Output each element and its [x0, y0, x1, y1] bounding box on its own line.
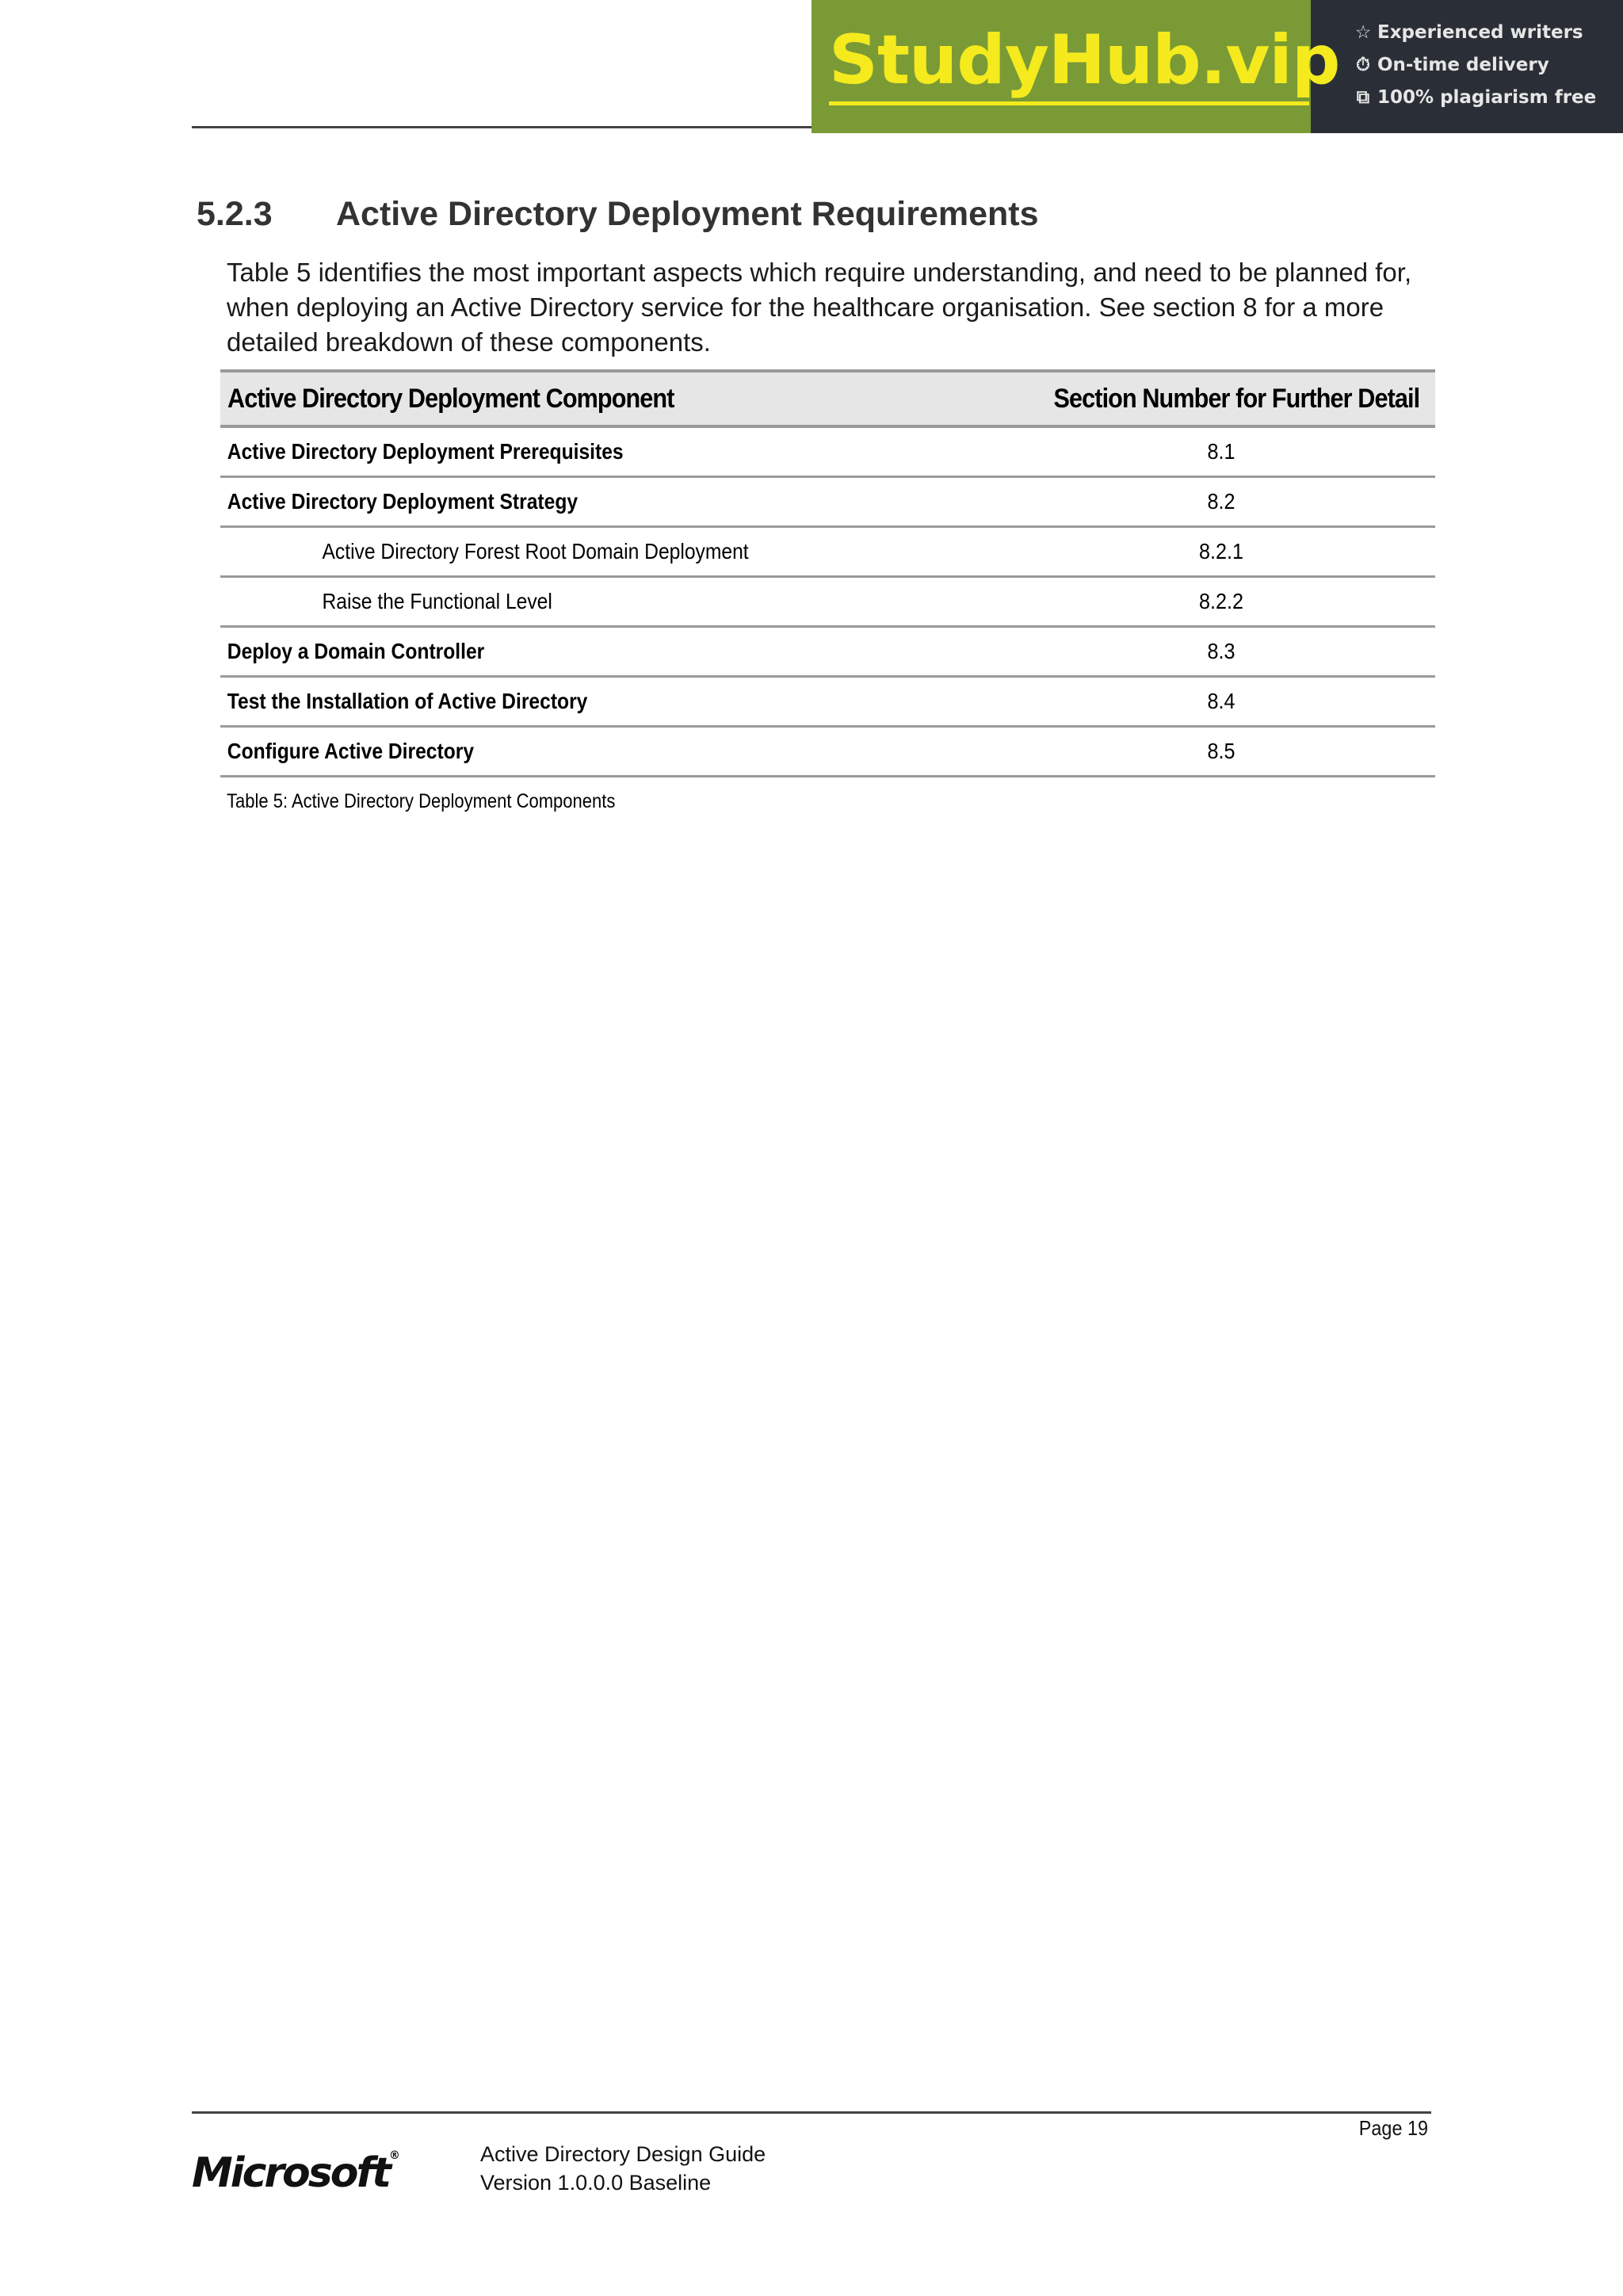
row-section: 8.2	[1207, 489, 1235, 514]
footer-rule	[192, 2111, 1431, 2114]
row-component: Raise the Functional Level	[322, 589, 552, 613]
table-row	[220, 528, 1435, 578]
section-heading	[197, 195, 1039, 234]
row-section: 8.5	[1207, 739, 1235, 763]
row-component: Active Directory Deployment Prerequisites	[227, 439, 624, 464]
components-table	[220, 369, 1435, 777]
row-section: 8.4	[1207, 689, 1235, 713]
table-row	[220, 578, 1435, 628]
brand-underline	[829, 101, 1309, 105]
feature-label: On-time delivery	[1377, 55, 1549, 75]
table-row	[220, 428, 1435, 478]
copy-icon: ⧉	[1356, 87, 1370, 108]
feature-label: 100% plagiarism free	[1377, 87, 1597, 108]
table-caption: Table 5: Active Directory Deployment Components	[227, 790, 616, 812]
ad-banner[interactable]	[812, 0, 1623, 133]
brand-logo-text[interactable]: StudyHub.vip	[829, 21, 1340, 100]
logo-wordmark: Microsoft	[192, 2149, 389, 2197]
row-section: 8.2.2	[1198, 589, 1244, 613]
row-section: 8.3	[1207, 639, 1235, 663]
row-section: 8.1	[1207, 439, 1235, 464]
feature-plagiarism-free	[1354, 87, 1596, 108]
table-row	[220, 478, 1435, 528]
header-component: Active Directory Deployment Component	[227, 383, 674, 414]
section-title: Active Directory Deployment Requirements	[336, 195, 1039, 233]
row-component: Test the Installation of Active Directory	[227, 689, 588, 713]
clock-icon: ⏱	[1356, 55, 1370, 75]
feature-on-time-delivery	[1354, 55, 1549, 75]
row-component: Active Directory Deployment Strategy	[227, 489, 579, 514]
registered-mark: ®	[388, 2149, 400, 2162]
star-outline-icon: ☆	[1354, 22, 1372, 43]
table-header-row	[220, 369, 1435, 428]
document-title: Active Directory Design Guide	[480, 2142, 766, 2166]
table-row	[220, 728, 1435, 777]
microsoft-logo	[192, 2149, 400, 2197]
intro-paragraph: Table 5 identifies the most important aspects which require understanding, and need to be planned for, when deploying an Active Directory service for the healthcare organisation. See section 8 for a more detailed breakdown of these components.	[227, 258, 1412, 357]
header-rule	[192, 126, 813, 128]
table-row	[220, 628, 1435, 678]
document-version: Version 1.0.0.0 Baseline	[480, 2171, 712, 2195]
header-section-number: Section Number for Further Detail	[1053, 383, 1420, 414]
table-row	[220, 678, 1435, 728]
row-component: Configure Active Directory	[227, 739, 475, 763]
section-number: 5.2.3	[197, 195, 273, 233]
row-component: Active Directory Forest Root Domain Deployment	[322, 539, 749, 563]
feature-experienced-writers	[1354, 22, 1583, 43]
row-section: 8.2.1	[1198, 539, 1244, 563]
row-component: Deploy a Domain Controller	[227, 639, 485, 663]
page-number: Page 19	[1358, 2116, 1428, 2140]
feature-label: Experienced writers	[1377, 22, 1583, 43]
